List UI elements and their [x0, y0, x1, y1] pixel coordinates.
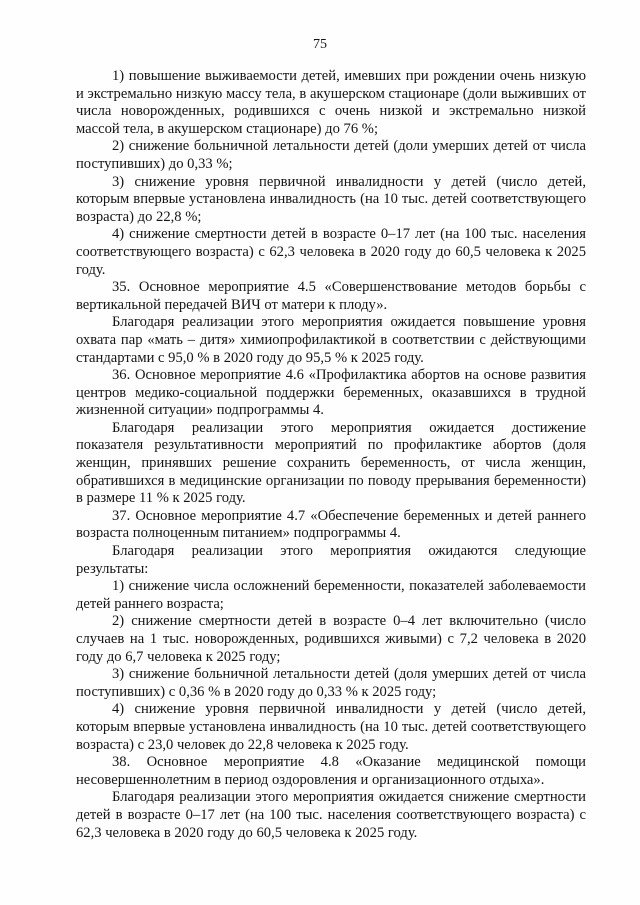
- paragraph: 4) снижение уровня первичной инвалидности у детей (число детей, которым впервые установлена инвалидность (на 10 тыс. детей соответствующего возраста) с 23,0 человек до 22,8 человека к 2025 году.: [76, 701, 586, 753]
- paragraph: 36. Основное мероприятие 4.6 «Профилактика абортов на основе развития центров медико-социальной поддержки беременных, оказавшихся в трудной жизненной ситуации» подпрограммы 4.: [76, 367, 586, 419]
- paragraph: 2) снижение больничной летальности детей (доли умерших детей от числа поступивших) до 0,33 %;: [76, 138, 586, 172]
- paragraph: 4) снижение смертности детей в возрасте 0–17 лет (на 100 тыс. населения соответствующего возраста) с 62,3 человека в 2020 году до 60,5 человека к 2025 году.: [76, 226, 586, 278]
- paragraph: Благодаря реализации этого мероприятия ожидается снижение смертности детей в возрасте 0–17 лет (на 100 тыс. населения соответствующего возраста) с 62,3 человека в 2020 году до 60,5 человека к 2025 году.: [76, 789, 586, 841]
- paragraph: 35. Основное мероприятие 4.5 «Совершенствование методов борьбы с вертикальной передачей ВИЧ от матери к плоду».: [76, 279, 586, 313]
- paragraph: Благодаря реализации этого мероприятия ожидается повышение уровня охвата пар «мать – дитя» химиопрофилактикой в соответствии с действующими стандартами с 95,0 % в 2020 году до 95,5 % к 2025 году.: [76, 314, 586, 366]
- paragraph: 3) снижение больничной летальности детей (доля умерших детей от числа поступивших) с 0,36 % в 2020 году до 0,33 % к 2025 году;: [76, 666, 586, 700]
- page-number: 75: [313, 37, 327, 52]
- paragraph: 38. Основное мероприятие 4.8 «Оказание медицинской помощи несовершеннолетним в период оздоровления и организационного отдыха».: [76, 754, 586, 788]
- paragraph: 3) снижение уровня первичной инвалидности у детей (число детей, которым впервые установлена инвалидность (на 10 тыс. детей соответствующего возраста) до 22,8 %;: [76, 173, 586, 225]
- paragraph: Благодаря реализации этого мероприятия ожидается достижение показателя результативности мероприятий по профилактике абортов (доля женщин, принявших решение сохранить беременность, от числа женщин, обратившихся в медицинские организации по поводу прерывания беременности) в размере 11 % к 2025 году.: [76, 419, 586, 507]
- paragraph: Благодаря реализации этого мероприятия ожидаются следующие результаты:: [76, 543, 586, 577]
- paragraph: 2) снижение смертности детей в возрасте 0–4 лет включительно (число случаев на 1 тыс. новорожденных, родившихся живыми) с 7,2 человека в 2020 году до 6,7 человека к 2025 году;: [76, 613, 586, 665]
- paragraph: 1) снижение числа осложнений беременности, показателей заболеваемости детей раннего возраста;: [76, 578, 586, 612]
- document-body: [76, 68, 586, 842]
- paragraph: 37. Основное мероприятие 4.7 «Обеспечение беременных и детей раннего возраста полноценным питанием» подпрограммы 4.: [76, 507, 586, 542]
- paragraph: 1) повышение выживаемости детей, имевших при рождении очень низкую и экстремально низкую массу тела, в акушерском стационаре (доли выживших от числа новорожденных, родившихся с очень низкой и экстремально низкой массой тела, в акушерском стационаре) до 76 %;: [76, 68, 586, 137]
